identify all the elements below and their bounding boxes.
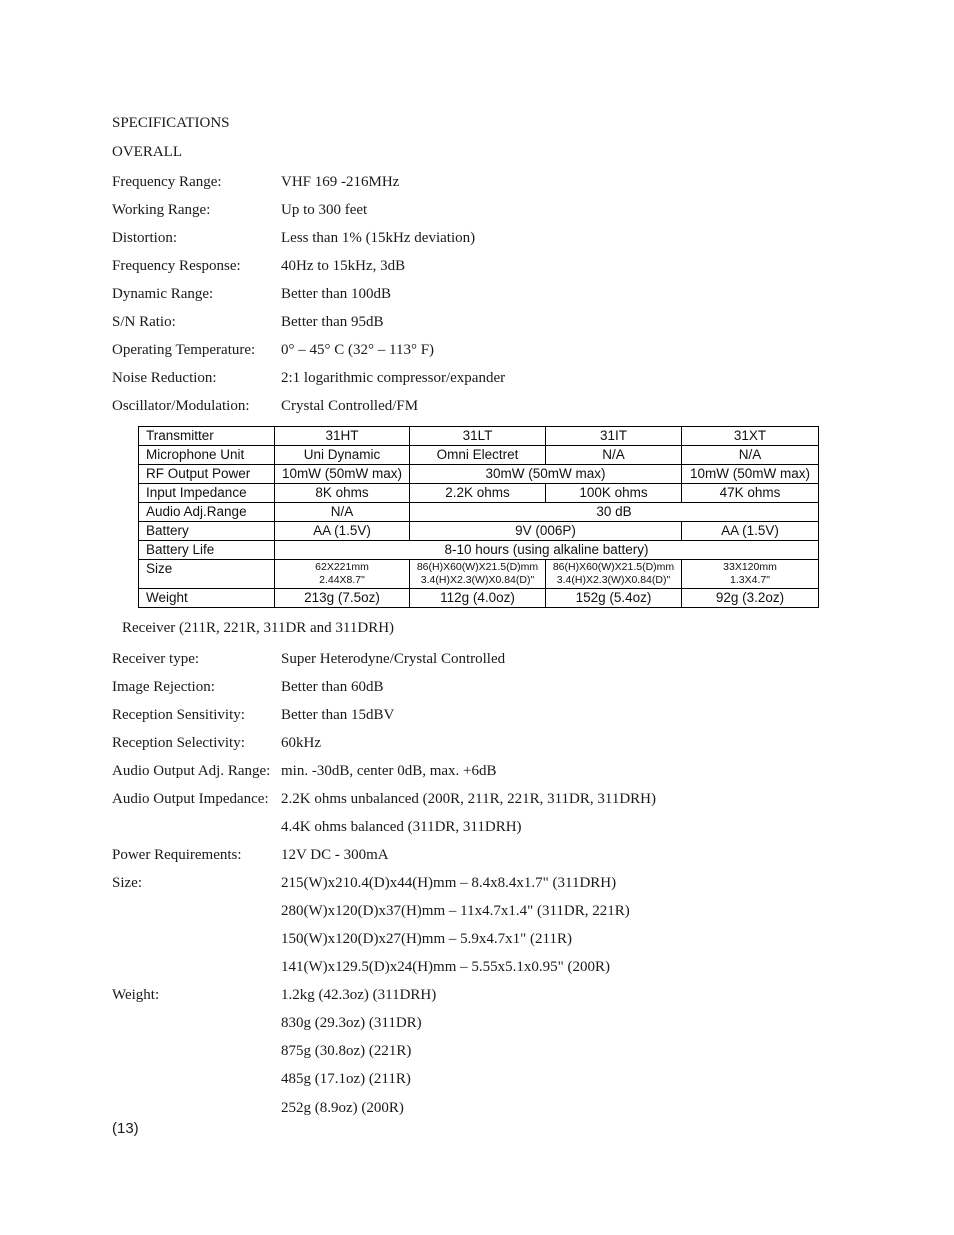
spec-value: 1.2kg (42.3oz) (311DRH): [281, 987, 437, 1003]
table-cell: 9V (006P): [410, 522, 682, 541]
spec-label: Oscillator/Modulation:: [112, 398, 250, 414]
spec-label: Audio Output Adj. Range:: [112, 763, 271, 779]
spec-label: Frequency Response:: [112, 258, 241, 274]
table-row: [139, 484, 819, 503]
spec-value: 141(W)x129.5(D)x24(H)mm – 5.55x5.1x0.95" (200R): [281, 959, 610, 975]
spec-label: Audio Output Impedance:: [112, 791, 269, 807]
spec-label: Working Range:: [112, 202, 211, 218]
table-cell: RF Output Power: [139, 465, 275, 484]
spec-value: Better than 100dB: [281, 286, 391, 302]
table-cell: N/A: [275, 503, 410, 522]
table-cell: 30 dB: [410, 503, 819, 522]
table-cell: Microphone Unit: [139, 446, 275, 465]
table-cell: N/A: [546, 446, 682, 465]
spec-label: S/N Ratio:: [112, 314, 176, 330]
spec-value: 0° – 45° C (32° – 113° F): [281, 342, 435, 358]
spec-value: min. -30dB, center 0dB, max. +6dB: [281, 763, 497, 779]
size-imperial: 3.4(H)X2.3(W)X0.84(D)": [420, 574, 535, 586]
spec-value: Better than 15dBV: [281, 707, 395, 723]
spec-label: Image Rejection:: [112, 679, 215, 695]
spec-value: 2:1 logarithmic compressor/expander: [281, 370, 506, 386]
spec-value: Better than 60dB: [281, 679, 384, 695]
page-number: (13): [112, 1120, 139, 1137]
spec-label: Weight:: [112, 987, 160, 1003]
spec-value: Super Heterodyne/Crystal Controlled: [281, 651, 506, 667]
table-cell: [275, 560, 410, 589]
page-title: SPECIFICATIONS: [112, 115, 230, 131]
table-cell: 92g (3.2oz): [682, 589, 819, 608]
table-cell: Transmitter: [139, 427, 275, 446]
spec-label: Operating Temperature:: [112, 342, 256, 358]
table-cell: Size: [139, 560, 275, 589]
spec-value: 2.2K ohms unbalanced (200R, 211R, 221R, 311DR, 311DRH): [281, 791, 656, 807]
table-row: [139, 522, 819, 541]
spec-value: 252g (8.9oz) (200R): [281, 1100, 404, 1116]
size-metric: 33X120mm: [723, 561, 777, 573]
size-imperial: 3.4(H)X2.3(W)X0.84(D)": [556, 574, 671, 586]
table-row: [139, 541, 819, 560]
table-cell: 2.2K ohms: [410, 484, 546, 503]
table-cell: 31LT: [410, 427, 546, 446]
table-cell: [410, 560, 546, 589]
size-metric: 62X221mm: [315, 561, 369, 573]
spec-value: 830g (29.3oz) (311DR): [281, 1015, 422, 1031]
table-cell: AA (1.5V): [275, 522, 410, 541]
spec-value: 4.4K ohms balanced (311DR, 311DRH): [281, 819, 522, 835]
table-cell: 152g (5.4oz): [546, 589, 682, 608]
spec-value: 280(W)x120(D)x37(H)mm – 11x4.7x1.4" (311DR, 221R): [281, 903, 630, 919]
overall-heading: OVERALL: [112, 144, 182, 160]
table-cell: 47K ohms: [682, 484, 819, 503]
spec-value: 875g (30.8oz) (221R): [281, 1043, 412, 1059]
spec-value: Crystal Controlled/FM: [281, 398, 419, 414]
spec-label: Frequency Range:: [112, 174, 222, 190]
size-metric: 86(H)X60(W)X21.5(D)mm: [552, 561, 675, 573]
table-row: [139, 560, 819, 589]
spec-value: Up to 300 feet: [281, 202, 368, 218]
table-cell: 31HT: [275, 427, 410, 446]
table-cell: N/A: [682, 446, 819, 465]
table-cell: Battery: [139, 522, 275, 541]
table-row: [139, 465, 819, 484]
table-cell: 112g (4.0oz): [410, 589, 546, 608]
table-cell: 213g (7.5oz): [275, 589, 410, 608]
size-imperial: 2.44X8.7": [319, 574, 365, 586]
table-cell: AA (1.5V): [682, 522, 819, 541]
spec-value: 485g (17.1oz) (211R): [281, 1071, 411, 1087]
spec-label: Dynamic Range:: [112, 286, 214, 302]
table-row: [139, 446, 819, 465]
spec-label: Power Requirements:: [112, 847, 242, 863]
table-cell: [682, 560, 819, 589]
table-header-row: [139, 427, 819, 446]
spec-label: Reception Selectivity:: [112, 735, 245, 751]
table-cell: Input Impedance: [139, 484, 275, 503]
table-cell: 10mW (50mW max): [275, 465, 410, 484]
table-cell: Audio Adj.Range: [139, 503, 275, 522]
table-cell: 100K ohms: [546, 484, 682, 503]
table-row: [139, 503, 819, 522]
table-cell: 8-10 hours (using alkaline battery): [275, 541, 819, 560]
size-imperial: 1.3X4.7": [730, 574, 770, 586]
spec-value: Less than 1% (15kHz deviation): [281, 230, 476, 246]
spec-value: 215(W)x210.4(D)x44(H)mm – 8.4x8.4x1.7" (311DRH): [281, 875, 617, 891]
table-row: [139, 589, 819, 608]
receiver-heading: Receiver (211R, 221R, 311DR and 311DRH): [122, 620, 395, 636]
table-cell: 31IT: [546, 427, 682, 446]
table-cell: 8K ohms: [275, 484, 410, 503]
table-cell: Uni Dynamic: [275, 446, 410, 465]
table-cell: Weight: [139, 589, 275, 608]
spec-value: 12V DC - 300mA: [281, 847, 389, 863]
spec-value: 60kHz: [281, 735, 321, 751]
spec-label: Noise Reduction:: [112, 370, 217, 386]
table-cell: 31XT: [682, 427, 819, 446]
table-cell: Battery Life: [139, 541, 275, 560]
spec-value: VHF 169 -216MHz: [281, 174, 400, 190]
table-cell: 30mW (50mW max): [410, 465, 682, 484]
table-cell: 10mW (50mW max): [682, 465, 819, 484]
table-cell: [546, 560, 682, 589]
spec-value: 40Hz to 15kHz, 3dB: [281, 258, 406, 274]
transmitter-spec-table: [138, 426, 819, 608]
size-metric: 86(H)X60(W)X21.5(D)mm: [416, 561, 539, 573]
spec-label: Distortion:: [112, 230, 178, 246]
spec-label: Receiver type:: [112, 651, 200, 667]
table-cell: Omni Electret: [410, 446, 546, 465]
spec-label: Reception Sensitivity:: [112, 707, 245, 723]
spec-label: Size:: [112, 875, 142, 891]
spec-value: 150(W)x120(D)x27(H)mm – 5.9x4.7x1" (211R): [281, 931, 572, 947]
spec-value: Better than 95dB: [281, 314, 384, 330]
